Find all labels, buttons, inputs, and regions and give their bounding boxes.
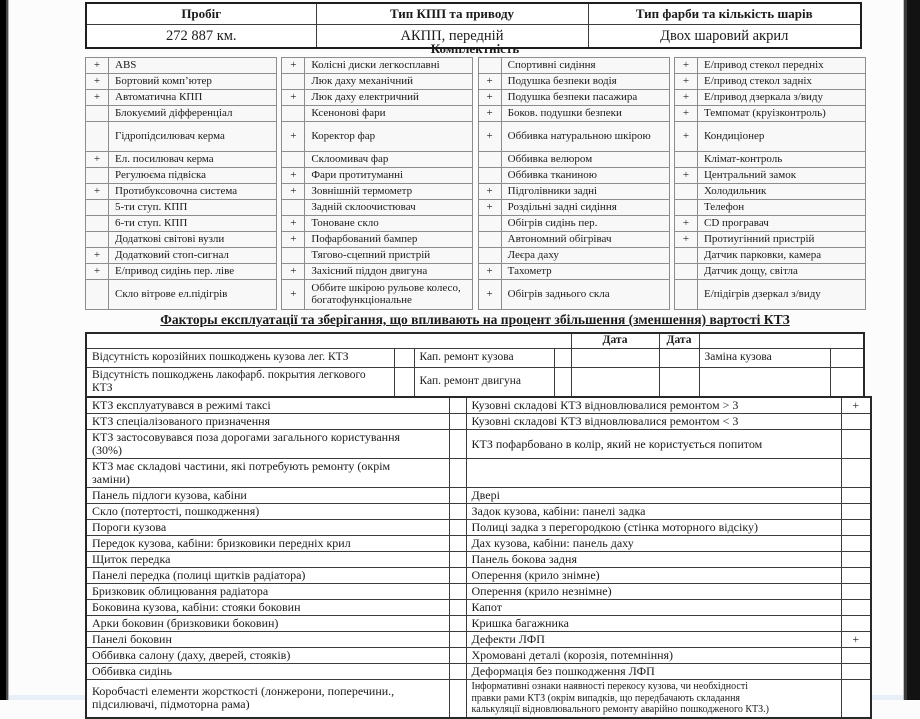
equipment-item-label: Леєра даху (501, 248, 669, 264)
condition-left-label: Панелі передка (полиці щитків радіатора) (86, 568, 449, 584)
equipment-checkbox[interactable] (86, 200, 109, 216)
equipment-checkbox[interactable] (282, 106, 305, 122)
factor-checkbox[interactable] (554, 367, 571, 397)
equipment-item-label: Обігрів заднього скла (501, 280, 669, 310)
paint-header: Тип фарби та кількість шарів (588, 3, 861, 25)
equipment-row (478, 248, 669, 264)
condition-row (86, 632, 871, 648)
equipment-checkbox[interactable]: + (674, 106, 697, 122)
equipment-checkbox[interactable] (478, 216, 501, 232)
equipment-item-label: Спортивні сидіння (501, 58, 669, 74)
equipment-item-label: Зовнішній термометр (305, 184, 473, 200)
equipment-item-label: Телефон (697, 200, 865, 216)
equipment-item-label: Холодильник (697, 184, 865, 200)
condition-left-checkbox[interactable] (449, 664, 466, 680)
equipment-row (478, 152, 669, 168)
equipment-checkbox[interactable]: + (282, 90, 305, 106)
equipment-checkbox[interactable]: + (86, 152, 109, 168)
equipment-item-label: Скло вітрове ел.підігрів (109, 280, 277, 310)
equipment-row (478, 264, 669, 280)
equipment-row (86, 200, 277, 216)
condition-left-checkbox[interactable] (449, 632, 466, 648)
equipment-item-label: Е/підігрів дзеркал з/виду (697, 280, 865, 310)
equipment-row (478, 216, 669, 232)
empty-cell (86, 333, 571, 348)
equipment-checkbox[interactable] (282, 200, 305, 216)
equipment-row (282, 248, 473, 264)
factor-checkbox[interactable] (394, 367, 414, 397)
condition-right-label: Інформативні ознаки наявності перекосу кузова, чи необхідності правки рами КТЗ (окрім випадків, що передбачають складання калькуляції відновлювального ремонту аварійно пошкодженого КТЗ.) (466, 680, 841, 718)
mileage-value: 272 887 км. (86, 25, 316, 49)
equipment-checkbox[interactable] (674, 184, 697, 200)
condition-row (86, 459, 871, 488)
equipment-item-label: Кондиціонер (697, 122, 865, 152)
equipment-column (478, 57, 670, 310)
factor-checkbox[interactable] (830, 367, 864, 397)
condition-row (86, 648, 871, 664)
condition-right-label (466, 459, 841, 488)
condition-left-checkbox[interactable] (449, 430, 466, 459)
equipment-item-label: Пофарбований бампер (305, 232, 473, 248)
equipment-item-label: Е/привод стекол передніх (697, 58, 865, 74)
equipment-checkbox[interactable]: + (282, 58, 305, 74)
equipment-checkbox[interactable]: + (478, 264, 501, 280)
condition-right-checkbox[interactable] (841, 600, 871, 616)
equipment-item-label: Підголівники задні (501, 184, 669, 200)
condition-right-checkbox[interactable] (841, 616, 871, 632)
equipment-row (674, 74, 865, 90)
condition-right-checkbox[interactable] (841, 552, 871, 568)
equipment-checkbox[interactable] (282, 74, 305, 90)
equipment-item-label: Тахометр (501, 264, 669, 280)
equipment-item-label: Бортовий комп’ютер (109, 74, 277, 90)
equipment-item-label: Додаткові світові вузли (109, 232, 277, 248)
equipment-item-label: Люк даху механічний (305, 74, 473, 90)
equipment-checkbox[interactable] (674, 280, 697, 310)
condition-row (86, 397, 871, 414)
condition-left-label: КТЗ має складові частини, які потребують ремонту (окрім заміни) (86, 459, 449, 488)
condition-right-label: Кузовні складові КТЗ відновлювалися ремонтом < 3 (466, 414, 841, 430)
equipment-item-label: Ел. посилювач керма (109, 152, 277, 168)
equipment-row (86, 248, 277, 264)
date-field[interactable] (659, 348, 699, 367)
equipment-row (478, 122, 669, 152)
equipment-checkbox[interactable]: + (282, 232, 305, 248)
condition-right-label: Кузовні складові КТЗ відновлювалися ремонтом > 3 (466, 397, 841, 414)
condition-left-label: Панель підлоги кузова, кабіни (86, 488, 449, 504)
equipment-item-label: Блокуємий діфференціал (109, 106, 277, 122)
equipment-item-label: Подушка безпеки водія (501, 74, 669, 90)
equipment-row (86, 264, 277, 280)
condition-left-checkbox[interactable] (449, 397, 466, 414)
equipment-row (674, 58, 865, 74)
equipment-item-label: Тягово-сцепний пристрій (305, 248, 473, 264)
equipment-row (674, 264, 865, 280)
condition-right-label: Задок кузова, кабіни: панелі задка (466, 504, 841, 520)
equipment-checkbox[interactable] (674, 264, 697, 280)
equipment-row (478, 200, 669, 216)
condition-left-checkbox[interactable] (449, 536, 466, 552)
condition-left-label: Коробчасті елементи жорсткості (лонжерони, поперечини., підсилювачі, підмоторна рама) (86, 680, 449, 718)
equipment-row (282, 184, 473, 200)
condition-row (86, 520, 871, 536)
condition-left-label: Оббивка сидінь (86, 664, 449, 680)
equipment-item-label: Протиугінний пристрій (697, 232, 865, 248)
equipment-row (282, 280, 473, 310)
condition-right-label: Дефекти ЛФП (466, 632, 841, 648)
factor-label: Відсутність пошкоджень лакофарб. покрытия легкового КТЗ (86, 367, 394, 397)
condition-right-checkbox[interactable] (841, 664, 871, 680)
equipment-row (674, 232, 865, 248)
condition-right-label: Двері (466, 488, 841, 504)
condition-row (86, 488, 871, 504)
equipment-row (282, 58, 473, 74)
condition-right-checkbox[interactable]: + (841, 632, 871, 648)
equipment-row (86, 106, 277, 122)
equipment-row (478, 168, 669, 184)
equipment-item-label: 5-ти ступ. КПП (109, 200, 277, 216)
condition-right-checkbox[interactable] (841, 459, 871, 488)
equipment-row (674, 184, 865, 200)
equipment-row (282, 216, 473, 232)
equipment-checkbox[interactable] (478, 232, 501, 248)
equipment-item-label: Фари протитуманні (305, 168, 473, 184)
equipment-row (282, 232, 473, 248)
equipment-checkbox[interactable]: + (674, 168, 697, 184)
condition-right-label: Хромовані деталі (корозія, потемніння) (466, 648, 841, 664)
condition-right-checkbox[interactable] (841, 430, 871, 459)
equipment-row (674, 152, 865, 168)
condition-left-label: КТЗ експлуатувався в режимі таксі (86, 397, 449, 414)
condition-right-label: Оперення (крило знімне) (466, 568, 841, 584)
equipment-row (86, 74, 277, 90)
condition-left-label: Скло (потертості, пошкодження) (86, 504, 449, 520)
equipment-checkbox[interactable] (674, 200, 697, 216)
condition-left-checkbox[interactable] (449, 584, 466, 600)
equipment-row (478, 280, 669, 310)
equipment-item-label: Склоомивач фар (305, 152, 473, 168)
equipment-row (478, 184, 669, 200)
condition-right-label: Капот (466, 600, 841, 616)
condition-row (86, 600, 871, 616)
equipment-row (478, 106, 669, 122)
equipment-item-label: Центральний замок (697, 168, 865, 184)
condition-right-label: Панель бокова задня (466, 552, 841, 568)
condition-right-label: КТЗ пофарбовано в колір, який не користується попитом (466, 430, 841, 459)
equipment-row (86, 90, 277, 106)
equipment-checkbox[interactable]: + (478, 122, 501, 152)
equipment-item-label: Колісні диски легкосплавні (305, 58, 473, 74)
equipment-item-label: Регулюєма підвіска (109, 168, 277, 184)
equipment-checkbox[interactable] (86, 106, 109, 122)
equipment-checkbox[interactable]: + (282, 184, 305, 200)
equipment-item-label: Тоноване скло (305, 216, 473, 232)
condition-left-label: Панелі боковин (86, 632, 449, 648)
equipment-row (282, 122, 473, 152)
date-field[interactable] (659, 367, 699, 397)
condition-left-label: Бризковик облицювання радіатора (86, 584, 449, 600)
equipment-item-label: Боков. подушки безпеки (501, 106, 669, 122)
table-row (86, 367, 864, 397)
condition-row (86, 504, 871, 520)
equipment-column (281, 57, 473, 310)
factor-checkbox[interactable] (394, 348, 414, 367)
condition-right-checkbox[interactable]: + (841, 397, 871, 414)
equipment-checkbox[interactable]: + (478, 200, 501, 216)
equipment-item-label: Е/привод сидінь пер. ліве (109, 264, 277, 280)
equipment-row (86, 168, 277, 184)
table-row (86, 348, 864, 367)
equipment-checkbox[interactable] (282, 248, 305, 264)
equipment-checkbox[interactable]: + (674, 122, 697, 152)
equipment-row (86, 232, 277, 248)
equipment-checkbox[interactable] (282, 152, 305, 168)
equipment-item-label: Протибуксовочна система (109, 184, 277, 200)
condition-left-checkbox[interactable] (449, 488, 466, 504)
conditions-body (86, 397, 871, 718)
equipment-checkbox[interactable] (674, 152, 697, 168)
equipment-checkbox[interactable]: + (86, 90, 109, 106)
condition-row (86, 680, 871, 718)
condition-right-checkbox[interactable] (841, 488, 871, 504)
equipment-checkbox[interactable]: + (478, 106, 501, 122)
equipment-item-label: 6-ти ступ. КПП (109, 216, 277, 232)
equipment-row (478, 58, 669, 74)
condition-row (86, 414, 871, 430)
equipment-checkbox[interactable]: + (86, 58, 109, 74)
equipment-checkbox[interactable]: + (478, 90, 501, 106)
factors-table (85, 332, 865, 398)
condition-right-checkbox[interactable] (841, 520, 871, 536)
equipment-checkbox[interactable]: + (674, 216, 697, 232)
transmission-header: Тип КПП та приводу (316, 3, 588, 25)
condition-right-checkbox[interactable] (841, 648, 871, 664)
date-field[interactable] (571, 367, 659, 397)
table-row (86, 3, 861, 25)
equipment-item-label: Додатковий стоп-сигнал (109, 248, 277, 264)
equipment-item-label: Коректор фар (305, 122, 473, 152)
equipment-row (86, 216, 277, 232)
equipment-checkbox[interactable]: + (86, 184, 109, 200)
condition-row (86, 664, 871, 680)
equipment-row (674, 200, 865, 216)
equipment-row (674, 90, 865, 106)
equipment-item-label: Автономний обігрівач (501, 232, 669, 248)
condition-right-label: Дах кузова, кабіни: панель даху (466, 536, 841, 552)
condition-left-checkbox[interactable] (449, 600, 466, 616)
equipment-item-label: Оббивка тканиною (501, 168, 669, 184)
condition-left-checkbox[interactable] (449, 648, 466, 664)
condition-left-checkbox[interactable] (449, 414, 466, 430)
condition-right-label: Деформація без пошкодження ЛФП (466, 664, 841, 680)
equipment-checkbox[interactable]: + (674, 58, 697, 74)
equipment-item-label: Обігрів сидінь пер. (501, 216, 669, 232)
condition-row (86, 536, 871, 552)
equipment-checkbox[interactable] (86, 122, 109, 152)
equipment-checkbox[interactable] (86, 168, 109, 184)
condition-row (86, 552, 871, 568)
equipment-row (282, 264, 473, 280)
condition-left-checkbox[interactable] (449, 520, 466, 536)
equipment-row (282, 74, 473, 90)
condition-right-checkbox[interactable] (841, 680, 871, 718)
equipment-row (282, 152, 473, 168)
equipment-item-label: Датчик парковки, камера (697, 248, 865, 264)
equipment-checkbox[interactable] (86, 216, 109, 232)
condition-row (86, 584, 871, 600)
equipment-item-label: Гідропідсилювач керма (109, 122, 277, 152)
condition-left-label: Пороги кузова (86, 520, 449, 536)
equipment-item-label: Клімат-контроль (697, 152, 865, 168)
equipment-columns (85, 57, 866, 310)
equipment-item-label: Захісний піддон двигуна (305, 264, 473, 280)
date-column-header: Дата (659, 333, 699, 348)
equipment-row (86, 152, 277, 168)
condition-right-checkbox[interactable] (841, 504, 871, 520)
equipment-column (674, 57, 866, 310)
equipment-row (674, 168, 865, 184)
equipment-item-label: Люк даху електричний (305, 90, 473, 106)
equipment-item-label: ABS (109, 58, 277, 74)
date-column-header: Дата (571, 333, 659, 348)
equipment-row (674, 248, 865, 264)
equipment-item-label: Оббивка велюром (501, 152, 669, 168)
condition-left-label: Оббивка салону (даху, дверей, стояків) (86, 648, 449, 664)
empty-cell (699, 333, 864, 348)
equipment-checkbox[interactable] (86, 232, 109, 248)
condition-left-checkbox[interactable] (449, 504, 466, 520)
condition-left-checkbox[interactable] (449, 552, 466, 568)
factor-checkbox[interactable] (554, 348, 571, 367)
condition-left-label: Передок кузова, кабіни: бризковики передніх крил (86, 536, 449, 552)
factor-label: Кап. ремонт кузова (414, 348, 554, 367)
condition-left-checkbox[interactable] (449, 568, 466, 584)
equipment-row (478, 90, 669, 106)
equipment-item-label: Задній склоочистювач (305, 200, 473, 216)
equipment-checkbox[interactable]: + (282, 264, 305, 280)
equipment-checkbox[interactable]: + (478, 74, 501, 90)
condition-left-label: Боковина кузова, кабіни: стояки боковин (86, 600, 449, 616)
condition-right-checkbox[interactable] (841, 536, 871, 552)
equipment-checkbox[interactable]: + (478, 184, 501, 200)
equipment-checkbox[interactable]: + (86, 264, 109, 280)
equipment-checkbox[interactable]: + (674, 90, 697, 106)
equipment-item-label: Роздільні задні сидіння (501, 200, 669, 216)
equipment-checkbox[interactable]: + (86, 74, 109, 90)
equipment-checkbox[interactable] (674, 248, 697, 264)
equipment-row (86, 122, 277, 152)
equipment-item-label: Е/привод стекол задніх (697, 74, 865, 90)
equipment-row (674, 280, 865, 310)
equipment-checkbox[interactable]: + (282, 168, 305, 184)
mileage-header: Пробіг (86, 3, 316, 25)
equipment-row (282, 168, 473, 184)
equipment-checkbox[interactable] (86, 280, 109, 310)
equipment-checkbox[interactable]: + (282, 280, 305, 310)
equipment-row (86, 280, 277, 310)
equipment-item-label: Темпомат (круізконтроль) (697, 106, 865, 122)
equipment-item-label: Подушка безпеки пасажира (501, 90, 669, 106)
factor-label: Заміна кузова (699, 348, 830, 367)
equipment-item-label: CD програвач (697, 216, 865, 232)
factors-heading: Факторы експлуатації та зберігання, що впливають на процент збільшення (зменшення) вартості КТЗ (160, 312, 790, 327)
equipment-item-label: Автоматична КПП (109, 90, 277, 106)
equipment-checkbox[interactable]: + (478, 280, 501, 310)
equipment-row (674, 106, 865, 122)
date-field[interactable] (571, 348, 659, 367)
condition-right-checkbox[interactable] (841, 584, 871, 600)
equipment-item-label: Датчик дощу, світла (697, 264, 865, 280)
condition-right-label: Оперення (крило незнімне) (466, 584, 841, 600)
factor-checkbox[interactable] (830, 348, 864, 367)
condition-right-checkbox[interactable] (841, 414, 871, 430)
table-row (86, 333, 864, 348)
equipment-checkbox[interactable] (478, 168, 501, 184)
condition-left-label: Арки боковин (бризковики боковин) (86, 616, 449, 632)
equipment-checkbox[interactable]: + (86, 248, 109, 264)
equipment-row (478, 74, 669, 90)
conditions-table (85, 396, 872, 719)
equipment-item-label: Оббивка натуральною шкірою (501, 122, 669, 152)
equipment-row (282, 106, 473, 122)
condition-left-label: Щиток передка (86, 552, 449, 568)
viewer-right-edge (903, 0, 920, 700)
equipment-row (86, 58, 277, 74)
equipment-checkbox[interactable]: + (282, 122, 305, 152)
equipment-item-label: Ксенонові фари (305, 106, 473, 122)
equipment-row (282, 200, 473, 216)
equipment-checkbox[interactable]: + (674, 74, 697, 90)
equipment-row (674, 122, 865, 152)
condition-row (86, 568, 871, 584)
equipment-column (85, 57, 277, 310)
transmission-value: АКПП, передній (316, 25, 588, 49)
factor-label: Відсутність корозійних пошкоджень кузова лег. КТЗ (86, 348, 394, 367)
equipment-row (478, 232, 669, 248)
equipment-checkbox[interactable] (478, 248, 501, 264)
condition-right-checkbox[interactable] (841, 568, 871, 584)
equipment-row (86, 184, 277, 200)
condition-row (86, 616, 871, 632)
condition-right-label: Кришка багажника (466, 616, 841, 632)
condition-left-checkbox[interactable] (449, 680, 466, 718)
equipment-item-label: Оббите шкірою рульове колесо, богатофункціональне (305, 280, 473, 310)
factor-label: Кап. ремонт двигуна (414, 367, 554, 397)
condition-left-checkbox[interactable] (449, 459, 466, 488)
condition-row (86, 430, 871, 459)
condition-left-label: КТЗ застосовувався поза дорогами загального користування (30%) (86, 430, 449, 459)
factor-label (699, 367, 830, 397)
equipment-section-title: Комплектність (430, 41, 520, 56)
equipment-item-label: Е/привод дзеркала з/виду (697, 90, 865, 106)
equipment-row (282, 90, 473, 106)
equipment-row (674, 216, 865, 232)
paint-value: Двох шаровий акрил (588, 25, 861, 49)
condition-right-label: Полиці задка з перегородкою (стінка моторного відсіку) (466, 520, 841, 536)
condition-left-checkbox[interactable] (449, 616, 466, 632)
equipment-checkbox[interactable]: + (674, 232, 697, 248)
equipment-checkbox[interactable]: + (282, 216, 305, 232)
viewer-left-edge (0, 0, 9, 700)
equipment-checkbox[interactable] (478, 152, 501, 168)
equipment-checkbox[interactable] (478, 58, 501, 74)
condition-left-label: КТЗ спеціалізованого призначення (86, 414, 449, 430)
